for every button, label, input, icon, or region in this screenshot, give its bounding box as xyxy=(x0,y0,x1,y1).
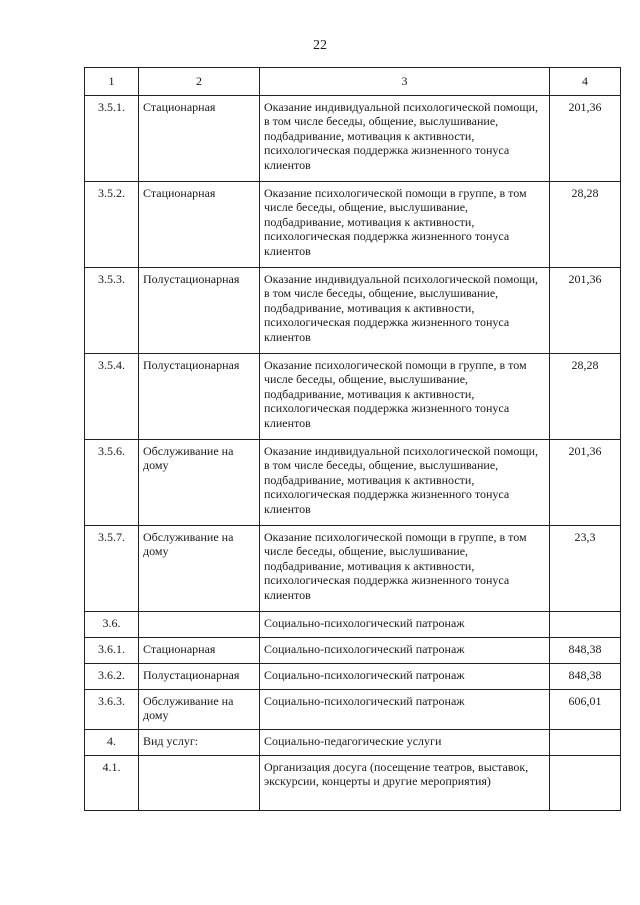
service-description-cell: Социально-психологический патронаж xyxy=(260,690,550,730)
service-form-cell: Обслуживание на дому xyxy=(139,526,260,612)
header-cell-1: 1 xyxy=(85,68,139,96)
service-form-cell: Вид услуг: xyxy=(139,730,260,756)
service-form-cell: Стационарная xyxy=(139,638,260,664)
row-number-cell: 3.5.3. xyxy=(85,268,139,354)
rate-value-cell xyxy=(550,730,621,756)
page-number: 22 xyxy=(313,38,327,53)
service-description-cell: Социально-педагогические услуги xyxy=(260,730,550,756)
table-row xyxy=(85,638,621,664)
rate-value-cell: 201,36 xyxy=(550,96,621,182)
service-form-cell: Стационарная xyxy=(139,96,260,182)
rate-value-cell xyxy=(550,612,621,638)
table-row xyxy=(85,354,621,440)
table-row xyxy=(85,268,621,354)
rate-value-cell: 606,01 xyxy=(550,690,621,730)
rate-value-cell: 201,36 xyxy=(550,440,621,526)
rate-value-cell: 23,3 xyxy=(550,526,621,612)
service-description-cell: Социально-психологический патронаж xyxy=(260,638,550,664)
table-row xyxy=(85,526,621,612)
table-row xyxy=(85,690,621,730)
row-number-cell: 4.1. xyxy=(85,756,139,811)
row-number-cell: 3.6.3. xyxy=(85,690,139,730)
row-number-cell: 3.5.6. xyxy=(85,440,139,526)
table-row xyxy=(85,756,621,811)
service-description-cell: Оказание индивидуальной психологической помощи, в том числе беседы, общение, выслушивание, подбадривание, мотивация к активности, психологическая поддержка жизненного тонуса клиентов xyxy=(260,440,550,526)
rate-value-cell xyxy=(550,756,621,811)
service-form-cell: Стационарная xyxy=(139,182,260,268)
table-row xyxy=(85,440,621,526)
table-row xyxy=(85,664,621,690)
service-description-cell: Организация досуга (посещение театров, выставок, экскурсии, концерты и другие мероприятия) xyxy=(260,756,550,811)
service-form-cell: Полустационарная xyxy=(139,354,260,440)
rate-value-cell: 28,28 xyxy=(550,354,621,440)
header-cell-2: 2 xyxy=(139,68,260,96)
service-description-cell: Оказание психологической помощи в группе, в том числе беседы, общение, выслушивание, подбадривание, мотивация к активности, психологическая поддержка жизненного тонуса клиентов xyxy=(260,354,550,440)
table-row xyxy=(85,182,621,268)
service-description-cell: Оказание психологической помощи в группе, в том числе беседы, общение, выслушивание, подбадривание, мотивация к активности, психологическая поддержка жизненного тонуса клиентов xyxy=(260,182,550,268)
service-description-cell: Оказание индивидуальной психологической помощи, в том числе беседы, общение, выслушивание, подбадривание, мотивация к активности, психологическая поддержка жизненного тонуса клиентов xyxy=(260,268,550,354)
rate-value-cell: 848,38 xyxy=(550,638,621,664)
row-number-cell: 3.6.2. xyxy=(85,664,139,690)
rate-value-cell: 848,38 xyxy=(550,664,621,690)
table-row xyxy=(85,96,621,182)
service-form-cell: Обслуживание на дому xyxy=(139,690,260,730)
service-description-cell: Оказание индивидуальной психологической помощи, в том числе беседы, общение, выслушивание, подбадривание, мотивация к активности, психологическая поддержка жизненного тонуса клиентов xyxy=(260,96,550,182)
service-form-cell: Полустационарная xyxy=(139,268,260,354)
service-form-cell: Полустационарная xyxy=(139,664,260,690)
service-description-cell: Оказание психологической помощи в группе, в том числе беседы, общение, выслушивание, подбадривание, мотивация к активности, психологическая поддержка жизненного тонуса клиентов xyxy=(260,526,550,612)
table-row xyxy=(85,730,621,756)
service-form-cell xyxy=(139,756,260,811)
row-number-cell: 3.5.2. xyxy=(85,182,139,268)
table-row xyxy=(85,612,621,638)
row-number-cell: 3.6. xyxy=(85,612,139,638)
service-form-cell: Обслуживание на дому xyxy=(139,440,260,526)
rate-value-cell: 201,36 xyxy=(550,268,621,354)
row-number-cell: 3.5.1. xyxy=(85,96,139,182)
row-number-cell: 4. xyxy=(85,730,139,756)
service-description-cell: Социально-психологический патронаж xyxy=(260,612,550,638)
row-number-cell: 3.5.4. xyxy=(85,354,139,440)
header-row xyxy=(85,68,621,96)
services-table xyxy=(84,67,621,811)
service-description-cell: Социально-психологический патронаж xyxy=(260,664,550,690)
table-body xyxy=(85,68,621,811)
rate-value-cell: 28,28 xyxy=(550,182,621,268)
service-form-cell xyxy=(139,612,260,638)
header-cell-4: 4 xyxy=(550,68,621,96)
row-number-cell: 3.6.1. xyxy=(85,638,139,664)
row-number-cell: 3.5.7. xyxy=(85,526,139,612)
header-cell-3: 3 xyxy=(260,68,550,96)
